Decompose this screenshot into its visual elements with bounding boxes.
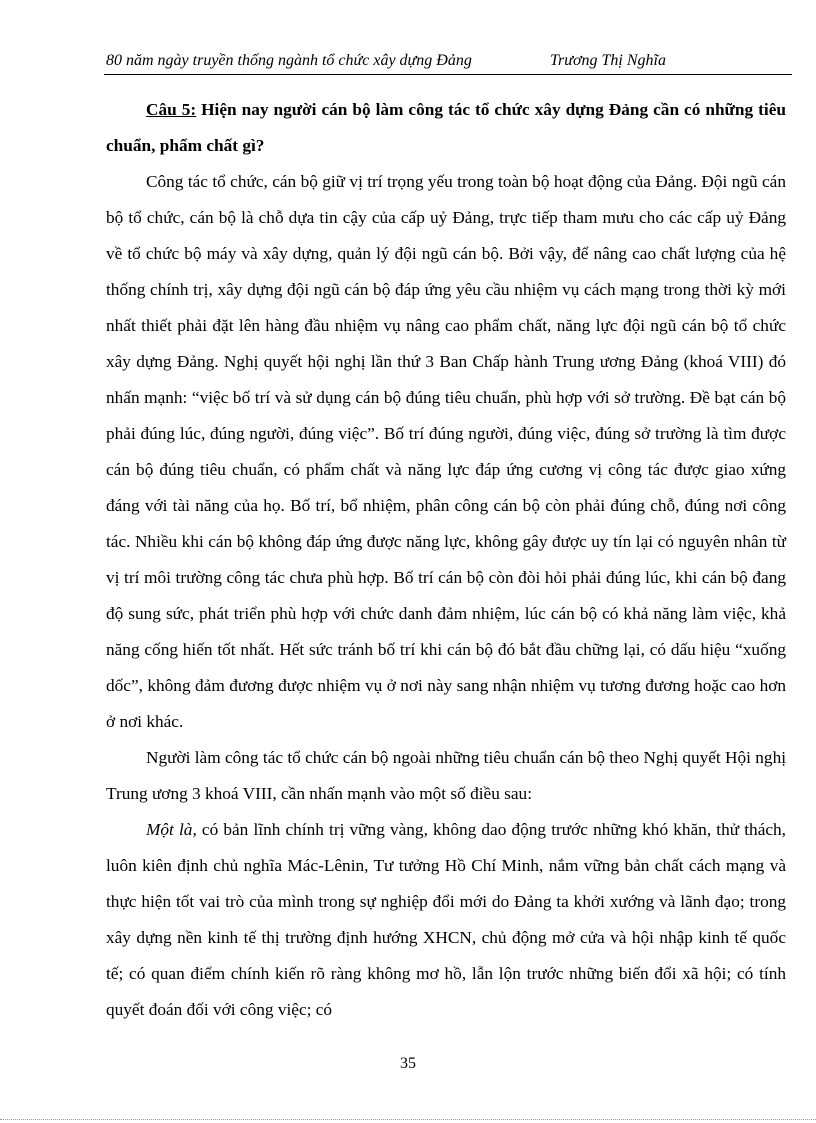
paragraph-2: Người làm công tác tổ chức cán bộ ngoài những tiêu chuẩn cán bộ theo Nghị quyết Hội nghị Trung ương 3 khoá VIII, cần nhấn mạnh vào một số điều sau:	[106, 748, 787, 803]
point-lead: Một là	[146, 820, 193, 839]
paragraph-1: Công tác tổ chức, cán bộ giữ vị trí trọng yếu trong toàn bộ hoạt động của Đảng. Đội ngũ cán bộ tổ chức, cán bộ là chỗ dựa tin cậy của cấp uỷ Đảng, trực tiếp tham mưu cho các cấp uỷ Đảng về tổ chức bộ máy và xây dựng, quản lý đội ngũ cán bộ. Bởi vậy, để nâng cao chất lượng của hệ thống chính trị, xây dựng đội ngũ cán bộ đáp ứng yêu cầu nhiệm vụ cách mạng trong thời kỳ mới nhất thiết phải đặt lên hàng đầu nhiệm vụ nâng cao phẩm chất, năng lực đội ngũ cán bộ tổ chức xây dựng Đảng. Nghị quyết hội nghị lần thứ 3 Ban Chấp hành Trung ương Đảng (khoá VIII) đó nhấn mạnh: “việc bố trí và sử dụng cán bộ đúng tiêu chuẩn, phù hợp với sở trường. Đề bạt cán bộ phải đúng lúc, đúng người, đúng việc”. Bố trí đúng người, đúng việc, đúng sở trường là tìm được cán bộ đúng tiêu chuẩn, có phẩm chất và năng lực đáp ứng cương vị công tác được giao xứng đáng với tài năng của họ. Bố trí, bổ nhiệm, phân công cán bộ còn phải đúng chỗ, đúng nơi công tác. Nhiều khi cán bộ không đáp ứng được năng lực, không gây được uy tín lại có nguyên nhân từ vị trí môi trường công tác chưa phù hợp. Bố trí cán bộ còn đòi hỏi phải đúng lúc, khi cán bộ đang độ sung sức, phát triển phù hợp với chức danh đảm nhiệm, lúc cán bộ có khả năng làm việc, khả năng cống hiến tốt nhất. Hết sức tránh bố trí khi cán bộ đó bắt đầu chững lại, có dấu hiệu “xuống dốc”, không đảm đương được nhiệm vụ ở nơi này sang nhận nhiệm vụ tương đương hoặc cao hơn ở nơi khác.	[106, 172, 786, 731]
question-text: Hiện nay người cán bộ làm công tác tổ chức xây dựng Đảng cần có những tiêu chuẩn, phẩm chất gì?	[106, 100, 786, 155]
paragraph-3	[106, 812, 786, 1028]
page-number: 35	[400, 1055, 416, 1072]
page-body	[106, 92, 786, 1028]
header-title: 80 năm ngày truyền thống ngành tổ chức xây dựng Đảng	[106, 52, 472, 69]
page-header	[104, 50, 792, 75]
point-text: , có bản lĩnh chính trị vững vàng, không dao động trước những khó khăn, thử thách, luôn kiên định chủ nghĩa Mác-Lênin, Tư tưởng Hồ Chí Minh, nắm vững bản chất cách mạng và thực hiện tốt vai trò của mình trong sự nghiệp đổi mới do Đảng ta khởi xướng và lãnh đạo; trong xây dựng nền kinh tế thị trường định hướng XHCN, chủ động mở cửa và hội nhập kinh tế quốc tế; có quan điểm chính kiến rõ ràng không mơ hồ, lẫn lộn trước những biến đổi xã hội; có tính quyết đoán đối với công việc; có	[106, 820, 786, 1019]
header-author: Trương Thị Nghĩa	[550, 52, 666, 69]
page-bottom-border	[0, 1119, 816, 1120]
question-label: Câu 5:	[146, 100, 197, 119]
question-heading	[106, 92, 786, 164]
